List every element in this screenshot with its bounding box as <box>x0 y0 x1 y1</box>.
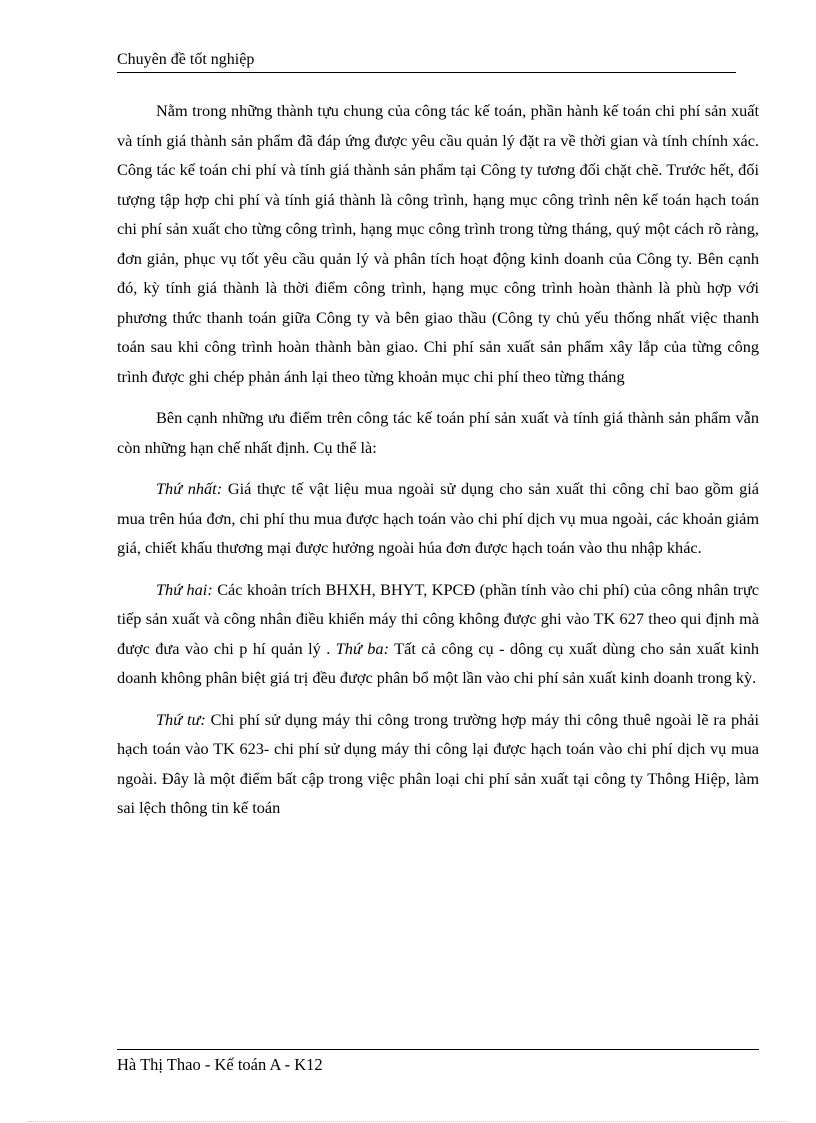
page-header <box>117 48 736 73</box>
footer-author: Hà Thị Thao - Kế toán A - K12 <box>117 1055 323 1074</box>
paragraph-text: Giá thực tế vật liệu mua ngoài sử dụng cho sản xuất thi công chỉ bao gồm giá mua trên húa đơn, chi phí thu mua được hạch toán vào chi phí dịch vụ mua ngoài, các khoản giảm giá, chiết khấu thương mại được hưởng ngoài húa đơn được hạch toán vào thu nhập khác. <box>117 479 760 557</box>
point-label: Thứ ba: <box>330 638 389 658</box>
paragraph-text: Tất cả công cụ - dông cụ xuất dùng cho sản xuất kinh doanh không phân biệt giá trị đều được phân bổ một lần vào chi phí sản xuất kinh doanh trong kỳ. <box>117 638 759 687</box>
paragraph-text: Các khoản trích BHXH, BHYT, KPCĐ (phần tính vào chi phí) của công nhân trực tiếp sản xuất và công nhân điều khiển máy thi công không được ghi vào TK 627 theo qui định mà được đưa vào chi p hí quản lý . <box>117 579 760 658</box>
paragraph-first-point <box>117 474 759 563</box>
paragraph-text: Bên cạnh những ưu điểm trên công tác kế toán phí sản xuất và tính giá thành sản phẩm vẫn còn những hạn chế nhất định. Cụ thể là: <box>117 408 759 457</box>
point-label: Thứ nhất: <box>156 479 223 498</box>
paragraph-second-point <box>117 575 759 693</box>
header-title: Chuyên đề tốt nghiệp <box>117 51 255 68</box>
point-label: Thứ hai: <box>156 579 213 599</box>
paragraph-fourth-point <box>117 705 759 823</box>
paragraph-text: Chi phí sử dụng máy thi công trong trường hợp máy thi công thuê ngoài lẽ ra phải hạch toán vào TK 623- chi phí sử dụng máy thi công lại được hạch toán vào chi phí dịch vụ mua ngoài. Đây là một điểm bất cập trong việc phân loại chi phí sản xuất tại công ty Thông Hiệp, làm sai lệch thông tin kế toán <box>117 709 759 817</box>
footer-divider <box>117 1049 759 1050</box>
point-label: Thứ tư: <box>156 709 206 729</box>
document-body <box>117 96 759 835</box>
paragraph-achievements <box>117 96 759 391</box>
paragraph-limitations-intro <box>117 403 759 462</box>
paragraph-text: Nằm trong những thành tựu chung của công tác kế toán, phần hành kế toán chi phí sản xuất và tính giá thành sản phẩm đã đáp ứng được yêu cầu quản lý đặt ra về thời gian và tính chính xác. Công tác kế toán chi phí và tính giá thành sản phẩm tại Công ty tương đối chặt chẽ. Trước hết, đối tượng tập hợp chi phí và tính giá thành là công trình, hạng mục công trình nên kế toán hạch toán chi phí sản xuất cho từng công trình, hạng mục công trình trong từng tháng, quý một cách rõ ràng, đơn giản, phục vụ tốt yêu cầu quản lý và phân tích hoạt động kinh doanh của Công ty. Bên cạnh đó, kỳ tính giá thành là thời điểm công trình, hạng mục công trình hoàn thành là phù hợp với phương thức thanh toán giữa Công ty và bên giao thầu (Công ty chủ yếu thống nhất việc thanh toán sau khi công trình hoàn thành bàn giao. Chi phí sản xuất sản phẩm xây lắp của từng công trình được ghi chép phản ánh lại theo từng khoản mục chi phí theo từng tháng <box>117 101 759 386</box>
page-boundary <box>28 1121 788 1122</box>
page-footer <box>117 1053 323 1077</box>
